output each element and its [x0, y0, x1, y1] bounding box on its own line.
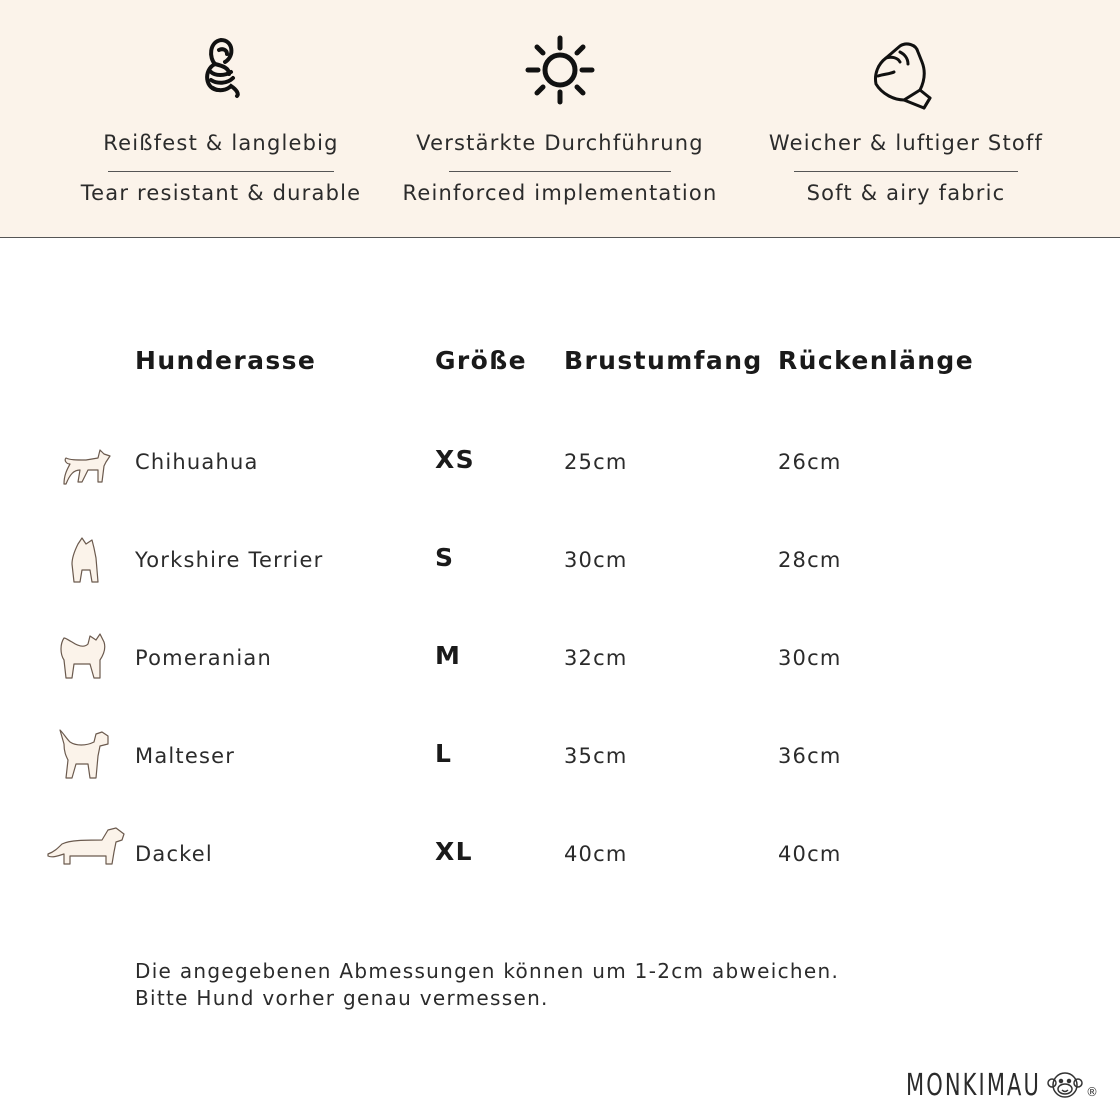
feature-divider [108, 171, 334, 172]
back-length-value: 36cm [778, 744, 842, 768]
size-label: M [435, 641, 462, 670]
header-size: Größe [435, 346, 527, 375]
hand-pinch-icon [864, 28, 948, 112]
table-row [0, 832, 1120, 912]
header-chest: Brustumfang [564, 346, 763, 375]
back-length-value: 40cm [778, 842, 842, 866]
feature-divider [449, 171, 671, 172]
maltese-icon [54, 726, 112, 782]
size-label: L [435, 739, 453, 768]
rope-icon [179, 28, 263, 112]
feature-soft-fabric [756, 0, 1056, 237]
feature-label-en: Reinforced implementation [402, 181, 718, 205]
table-row [0, 440, 1120, 520]
breed-name: Yorkshire Terrier [135, 548, 324, 572]
feature-banner [0, 0, 1120, 238]
yorkshire-icon [66, 534, 106, 586]
header-back-length: Rückenlänge [778, 346, 975, 375]
header-breed: Hunderasse [135, 346, 317, 375]
brand-logo [906, 1063, 1098, 1107]
feature-label-en: Tear resistant & durable [80, 181, 362, 205]
table-row [0, 636, 1120, 716]
feature-label-de: Weicher & luftiger Stoff [768, 131, 1044, 155]
measurement-note [135, 958, 839, 1012]
note-line-1: Die angegebenen Abmessungen können um 1-2cm abweichen. [135, 959, 840, 983]
back-length-value: 30cm [778, 646, 842, 670]
size-label: XL [435, 837, 474, 866]
note-line-2: Bitte Hund vorher genau vermessen. [135, 986, 549, 1010]
sun-icon [518, 28, 602, 112]
chest-value: 35cm [564, 744, 628, 768]
size-label: S [435, 543, 455, 572]
brand-name: MONKIMAU [906, 1067, 1041, 1103]
monkey-logo-icon [1046, 1068, 1084, 1102]
registered-mark: ® [1086, 1085, 1098, 1099]
breed-name: Malteser [135, 744, 236, 768]
feature-reinforced [395, 0, 725, 237]
chest-value: 25cm [564, 450, 628, 474]
breed-name: Chihuahua [135, 450, 259, 474]
dachshund-icon [46, 824, 126, 874]
chihuahua-icon [60, 444, 112, 486]
chest-value: 30cm [564, 548, 628, 572]
back-length-value: 28cm [778, 548, 842, 572]
size-label: XS [435, 445, 476, 474]
chest-value: 40cm [564, 842, 628, 866]
feature-divider [794, 171, 1018, 172]
breed-name: Pomeranian [135, 646, 272, 670]
back-length-value: 26cm [778, 450, 842, 474]
table-row [0, 734, 1120, 814]
table-row [0, 538, 1120, 618]
feature-label-de: Verstärkte Durchführung [416, 131, 704, 155]
pomeranian-icon [56, 630, 112, 684]
breed-name: Dackel [135, 842, 213, 866]
chest-value: 32cm [564, 646, 628, 670]
feature-label-en: Soft & airy fabric [806, 181, 1006, 205]
feature-tear-resistant [70, 0, 372, 237]
feature-label-de: Reißfest & langlebig [103, 131, 339, 155]
